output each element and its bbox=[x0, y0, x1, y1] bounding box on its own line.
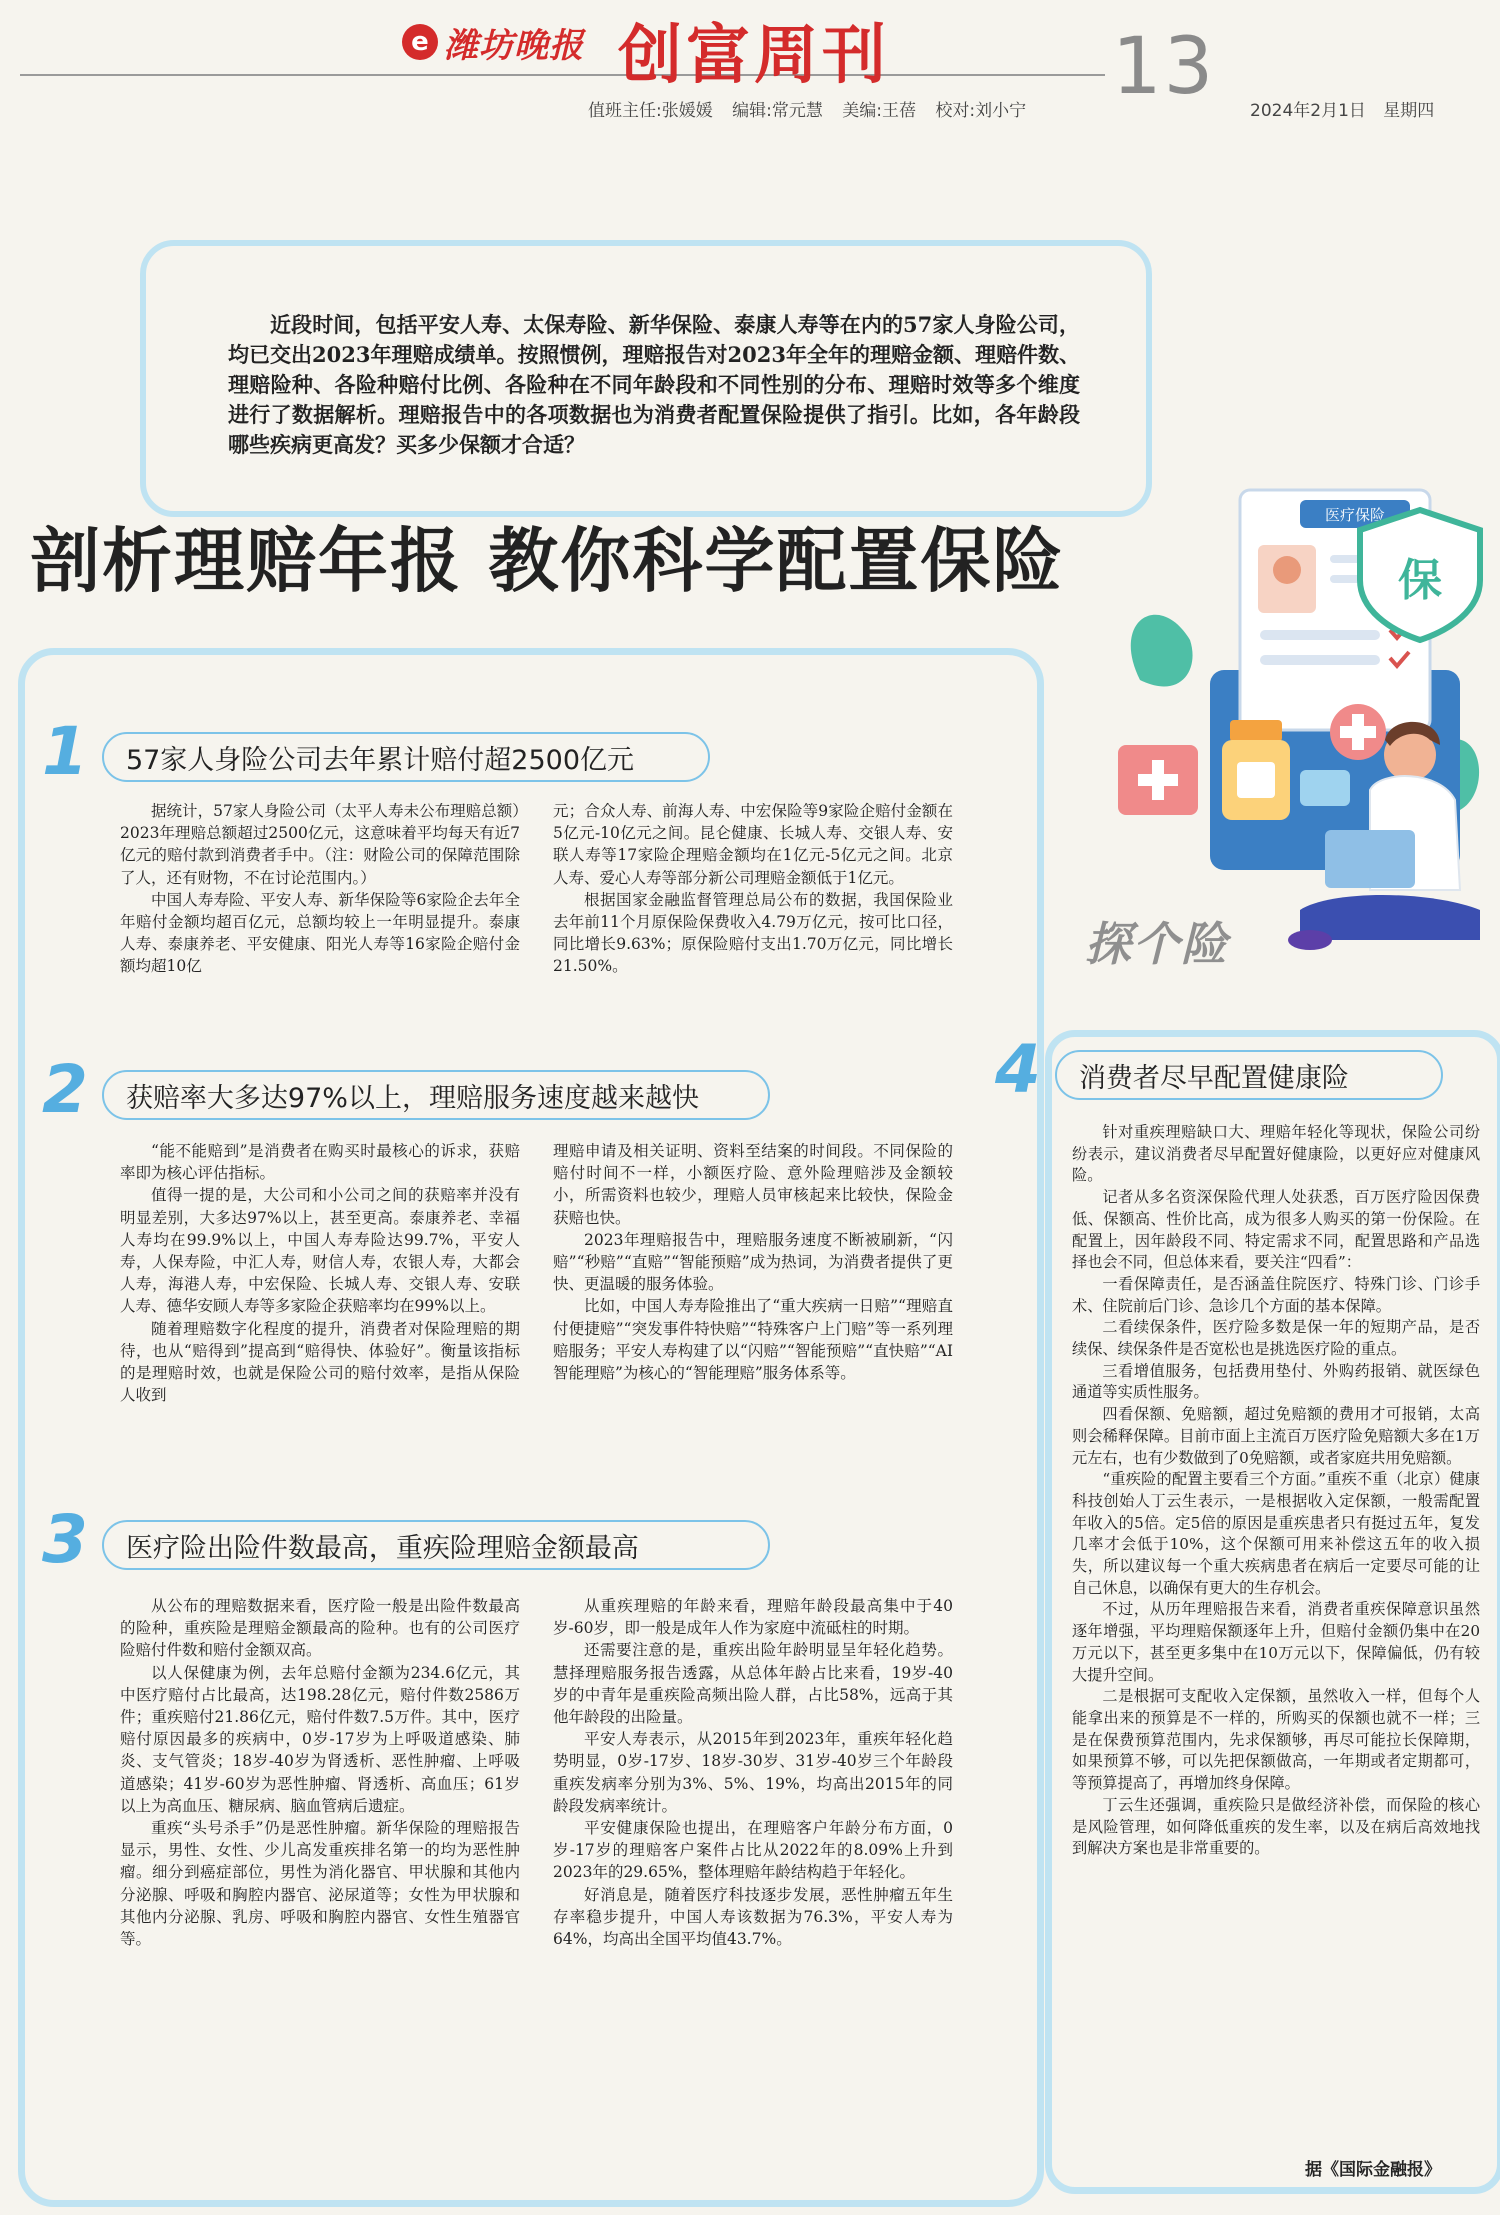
paragraph: 不过，从历年理赔报告来看，消费者重疾保障意识虽然逐年增强，平均理赔保额逐年上升，但赔付金额仍集中在20万元以下，甚至更多集中在10万元以下，保障偏低，仍有较大提升空间。 bbox=[1072, 1600, 1480, 1684]
paragraph: 据统计，57家人身险公司（太平人寿未公布理赔总额）2023年理赔总额超过2500亿元，这意味着平均每天有近7亿元的赔付款到消费者手中。（注：财险公司的保障范围除了人，还有财物，不在讨论范围内。） bbox=[120, 802, 520, 887]
paragraph: 元；合众人寿、前海人寿、中宏保险等9家险企赔付金额在5亿元-10亿元之间。昆仑健康、长城人寿、交银人寿、安联人寿等17家险企理赔金额均在1亿元-5亿元之间。北京人寿、爱心人寿等部分新公司理赔金额低于1亿元。 bbox=[553, 802, 953, 887]
paragraph: 重疾“头号杀手”仍是恶性肿瘤。新华保险的理赔报告显示，男性、女性、少儿高发重疾排名第一的均为恶性肿瘤。细分到癌症部位，男性为消化器官、甲状腺和其他内分泌腺、呼吸和胸腔内器官、泌尿道等；女性为甲状腺和其他内分泌腺、乳房、呼吸和胸腔内器官、女性生殖器官等。 bbox=[120, 1819, 520, 1949]
section-title: 医疗险出险件数最高，重疾险理赔金额最高 bbox=[102, 1520, 770, 1570]
section-4-col bbox=[1072, 1122, 1480, 1860]
paragraph: 四看保额、免赔额，超过免赔额的费用才可报销，太高则会稀释保障。目前市面上主流百万医疗险免赔额大多在1万元左右，也有少数做到了0免赔额，或者家庭共用免赔额。 bbox=[1072, 1405, 1480, 1467]
paragraph: 根据国家金融监督管理总局公布的数据，我国保险业去年前11个月原保险保费收入4.79万亿元，按可比口径，同比增长9.63%；原保险赔付支出1.70万亿元，同比增长21.50%。 bbox=[553, 890, 953, 976]
leaf-icon bbox=[1131, 615, 1193, 687]
section-2-header bbox=[42, 1051, 770, 1128]
page-number: 13 bbox=[1112, 22, 1216, 112]
paragraph: 丁云生还强调，重疾险只是做经济补偿，而保险的核心是风险管理，如何降低重疾的发生率，以及在病后高效地找到解决方案也是非常重要的。 bbox=[1072, 1795, 1480, 1858]
section-number: 2 bbox=[42, 1051, 88, 1128]
paragraph: 二看续保条件，医疗险多数是保一年的短期产品，是否续保、续保条件是否宽松也是挑选医疗险的重点。 bbox=[1072, 1318, 1480, 1359]
shield-char: 保 bbox=[1398, 555, 1442, 606]
issue-date: 2024年2月1日 星期四 bbox=[1250, 101, 1435, 121]
section-2-col-2 bbox=[553, 1140, 953, 1384]
paragraph: 还需要注意的是，重疾出险年龄明显呈年轻化趋势。慧择理赔服务报告透露，从总体年龄占比来看，19岁-40岁的中青年是重疾险高频出险人群，占比58%，远高于其他年龄段的出险量。 bbox=[553, 1641, 953, 1727]
paragraph: 中国人寿寿险、平安人寿、新华保险等6家险企去年全年赔付金额均超百亿元，总额均较上一年明显提升。泰康人寿、泰康养老、平安健康、阳光人寿等16家险企赔付金额均超10亿 bbox=[120, 890, 520, 976]
section-title: 获赔率大多达97%以上，理赔服务速度越来越快 bbox=[102, 1070, 770, 1120]
paragraph: 平安健康保险也提出，在理赔客户年龄分布方面，0岁-17岁的理赔客户案件占比从2022年的8.09%上升到2023年的29.65%，整体理赔年龄结构趋于年轻化。 bbox=[553, 1819, 953, 1882]
pill-bottle-icon bbox=[1230, 720, 1282, 742]
paragraph: 以人保健康为例，去年总赔付金额为234.6亿元，其中医疗赔付占比最高，达198.28亿元，赔付件数2586万件；重疾赔付21.86亿元，赔付件数7.5万件。其中，医疗赔付原因最多的疾病中，0岁-17岁为上呼吸道感染、肺炎、支气管炎；18岁-40岁为肾透析、恶性肿瘤、上呼吸道感染；41岁-60岁为恶性肿瘤、肾透析、高血压；61岁以上为高血压、糖尿病、脑血管病后遗症。 bbox=[120, 1663, 520, 1815]
section-1-col-1 bbox=[120, 800, 520, 978]
section-1-col-2 bbox=[553, 800, 953, 978]
paragraph: 比如，中国人寿寿险推出了“重大疾病一日赔”“理赔直付便捷赔”“突发事件特快赔”“特殊客户上门赔”等一系列理赔服务；平安人寿构建了以“闪赔”“智能预赔”“直快赔”“AI智能理赔”为核心的“智能理赔”服务体系等。 bbox=[553, 1297, 953, 1383]
intro-text: 近段时间，包括平安人寿、太保寿险、新华保险、泰康人寿等在内的57家人身险公司，均已交出2023年理赔成绩单。按照惯例，理赔报告对2023年全年的理赔金额、理赔件数、理赔险种、各险种赔付比例、各险种在不同年龄段和不同性别的分布、理赔时效等多个维度进行了数据解析。理赔报告中的各项数据也为消费者配置保险提供了指引。比如，各年龄段哪些疾病更高发？买多少保额才合适？ bbox=[228, 312, 1080, 457]
section-title: 创富周刊 bbox=[618, 18, 890, 93]
paragraph: 平安人寿表示，从2015年到2023年，重疾年轻化趋势明显，0岁-17岁、18岁-30岁、31岁-40岁三个年龄段重疾发病率分别为3%、5%、19%，均高出2015年的同龄段发病率统计。 bbox=[553, 1730, 953, 1815]
section-number: 1 bbox=[42, 713, 88, 790]
header-rule bbox=[20, 74, 1105, 76]
paragraph: 理赔申请及相关证明、资料至结案的时间段。不同保险的赔付时间不一样，小额医疗险、意外险理赔涉及金额较小，所需资料也较少，理赔人员审核起来比较快，保险金获赔也快。 bbox=[553, 1142, 953, 1227]
source-credit: 据《国际金融报》 bbox=[1305, 2160, 1441, 2180]
paragraph: 一看保障责任，是否涵盖住院医疗、特殊门诊、门诊手术、住院前后门诊、急诊几个方面的基本保障。 bbox=[1072, 1274, 1480, 1315]
paragraph: 从公布的理赔数据来看，医疗险一般是出险件数最高的险种，重疾险是理赔金额最高的险种。也有的公司医疗险赔付件数和赔付金额双高。 bbox=[120, 1597, 520, 1660]
pill-box-icon bbox=[1300, 770, 1350, 806]
section-3-col-1 bbox=[120, 1595, 520, 1950]
paragraph: 记者从多名资深保险代理人处获悉，百万医疗险因保费低、保额高、性价比高，成为很多人购买的第一份保险。在配置上，因年龄段不同、特定需求不同，配置思路和产品选择也会不同，但总体来看，要关注“四看”： bbox=[1072, 1188, 1480, 1272]
headline: 剖析理赔年报 教你科学配置保险 bbox=[30, 520, 1065, 602]
section-4-header bbox=[995, 1031, 1443, 1108]
paragraph: “能不能赔到”是消费者在购买时最核心的诉求，获赔率即为核心评估指标。 bbox=[120, 1142, 520, 1183]
section-3-col-2 bbox=[553, 1595, 953, 1950]
paragraph: 针对重疾理赔缺口大、理赔年轻化等现状，保险公司纷纷表示，建议消费者尽早配置好健康险，以更好应对健康风险。 bbox=[1072, 1123, 1480, 1185]
paragraph: 随着理赔数字化程度的提升，消费者对保险理赔的期待，也从“赔得到”提高到“赔得快、体验好”。衡量该指标的是理赔时效，也就是保险公司的赔付效率，是指从保险人收到 bbox=[120, 1319, 520, 1405]
section-title: 57家人身险公司去年累计赔付超2500亿元 bbox=[102, 732, 710, 782]
paragraph: 二是根据可支配收入定保额，虽然收入一样，但每个人能拿出来的预算是不一样的，所购买的保额也就不一样；三是在保费预算范围内，先求保额够，再尽可能拉长保障期，如果预算不够，可以先把保额做高，一年期或者定期都可，等预算提高了，再增加终身保障。 bbox=[1072, 1687, 1480, 1793]
section-1-header bbox=[42, 713, 710, 790]
paragraph: 三看增值服务，包括费用垫付、外购药报销、就医绿色通道等实质性服务。 bbox=[1072, 1361, 1480, 1402]
laptop-icon bbox=[1325, 830, 1415, 888]
column-stamp: 探个险 bbox=[1085, 917, 1229, 971]
paragraph: 从重疾理赔的年龄来看，理赔年龄段最高集中于40岁-60岁，即一般是成年人作为家庭中流砥柱的时期。 bbox=[553, 1597, 953, 1638]
section-number: 4 bbox=[995, 1031, 1041, 1108]
insurance-illustration bbox=[1100, 470, 1495, 980]
paragraph: “重疾险的配置主要看三个方面。”重疾不重（北京）健康科技创始人丁云生表示，一是根据收入定保额，一般需配置年收入的5倍。定5倍的原因是重疾患者只有挺过五年，复发几率才会低于10%，这个保额可用来补偿这五年的收入损失，所以建议每一个重大疾病患者在病后一定要尽可能的让自己休息，以确保有更大的生存机会。 bbox=[1072, 1470, 1480, 1597]
logo-mark-icon: e bbox=[402, 24, 438, 60]
newspaper-logo bbox=[402, 18, 584, 66]
paragraph: 2023年理赔报告中，理赔服务速度不断被刷新，“闪赔”“秒赔”“直赔”“智能预赔”成为热词，为消费者提供了更快、更温暖的服务体验。 bbox=[553, 1230, 953, 1294]
paragraph: 好消息是，随着医疗科技逐步发展，恶性肿瘤五年生存率稳步提升，中国人寿该数据为76.3%，平安人寿为64%，均高出全国平均值43.7%。 bbox=[553, 1885, 953, 1949]
section-title: 消费者尽早配置健康险 bbox=[1055, 1050, 1443, 1100]
paragraph: 值得一提的是，大公司和小公司之间的获赔率并没有明显差别，大多达97%以上，甚至更高。泰康养老、幸福人寿均在99.9%以上，中国人寿寿险达99.7%，平安人寿，人保寿险，中汇人寿，财信人寿，农银人寿，大都会人寿，海港人寿，中宏保险、长城人寿、交银人寿、安联人寿、德华安顾人寿等多家险企获赔率均在99%以上。 bbox=[120, 1186, 520, 1316]
editor-credits: 值班主任:张媛媛 编辑:常元慧 美编:王蓓 校对:刘小宁 bbox=[588, 101, 1027, 121]
newspaper-name: 潍坊晚报 bbox=[444, 25, 584, 66]
section-number: 3 bbox=[42, 1501, 88, 1578]
folder-label: 医疗保险 bbox=[1324, 506, 1386, 524]
section-2-col-1 bbox=[120, 1140, 520, 1406]
section-3-header bbox=[42, 1501, 770, 1578]
